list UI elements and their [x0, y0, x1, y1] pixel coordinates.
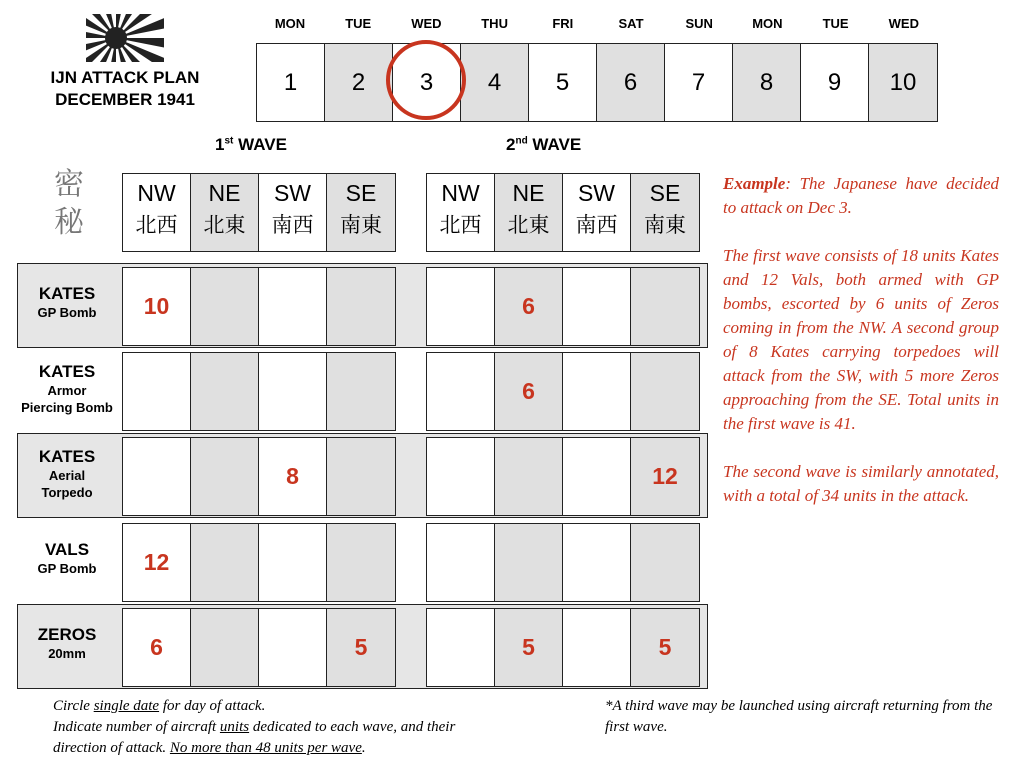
wave1-nw-units[interactable]: 6 — [123, 609, 191, 686]
direction-se — [327, 174, 395, 251]
title-line-1: IJN ATTACK PLAN — [50, 68, 200, 87]
example-lead: Example — [723, 174, 786, 193]
direction-ne — [495, 174, 563, 251]
wave2-se-units[interactable] — [631, 353, 699, 430]
direction-se — [631, 174, 699, 251]
wave1-cells — [122, 523, 396, 602]
rising-sun-flag-icon — [86, 14, 164, 62]
day-name-10: WED — [888, 16, 919, 31]
aircraft-weapon: Piercing Bomb — [21, 400, 113, 415]
instruction-line-3: direction of attack. No more than 48 units per wave. — [53, 740, 366, 756]
second-wave-label: 2nd WAVE — [506, 135, 582, 154]
direction-kanji: 南東 — [340, 213, 382, 237]
day-name-8: MON — [752, 16, 783, 31]
wave1-ne-units[interactable] — [191, 609, 259, 686]
date-cell-6[interactable]: 6 — [597, 44, 665, 121]
direction-code: SW — [273, 180, 312, 206]
wave1-se-units[interactable] — [327, 353, 395, 430]
aircraft-weapon: 20mm — [48, 646, 86, 661]
wave1-sw-units[interactable]: 8 — [259, 438, 327, 515]
date-cell-4[interactable]: 4 — [461, 44, 529, 121]
wave1-nw-units[interactable]: 12 — [123, 524, 191, 601]
aircraft-weapon: Aerial — [48, 468, 86, 483]
date-cell-3[interactable]: 3 — [393, 44, 461, 121]
wave1-sw-units[interactable] — [259, 268, 327, 345]
date-cell-9[interactable]: 9 — [801, 44, 869, 121]
aircraft-name: KATES — [38, 284, 96, 303]
aircraft-name: ZEROS — [37, 625, 97, 644]
date-cell-10[interactable]: 10 — [869, 44, 937, 121]
aircraft-weapon: Torpedo — [41, 485, 93, 500]
wave2-nw-units[interactable] — [427, 609, 495, 686]
date-cell-2[interactable]: 2 — [325, 44, 393, 121]
day-name-3: WED — [411, 16, 442, 31]
aircraft-label — [17, 447, 117, 501]
direction-code: SE — [649, 180, 681, 206]
aircraft-label — [17, 284, 117, 321]
wave2-ne-units[interactable]: 6 — [495, 268, 563, 345]
day-name-5: FRI — [552, 16, 574, 31]
direction-nw — [427, 174, 495, 251]
wave1-cells — [122, 437, 396, 516]
wave2-nw-units[interactable] — [427, 268, 495, 345]
wave2-se-units[interactable]: 12 — [631, 438, 699, 515]
date-cell-8[interactable]: 8 — [733, 44, 801, 121]
wave2-ne-units[interactable]: 5 — [495, 609, 563, 686]
instruction-line-1: Circle single date for day of attack. — [53, 698, 266, 714]
wave2-nw-units[interactable] — [427, 524, 495, 601]
aircraft-name: KATES — [38, 362, 96, 381]
wave2-ne-units[interactable] — [495, 524, 563, 601]
example-paragraph-2: The first wave consists of 18 units Kates and 12 Vals, both armed with GP bombs, escorted by 6 units of Zeros coming in from the NW. A second group of 8 Kates carrying torpedoes will attack from the SW, with 5 more Zeros approaching from the SE. Total units in the first wave is 41. — [723, 246, 999, 433]
wave2-cells — [426, 352, 700, 431]
wave2-nw-units[interactable] — [427, 438, 495, 515]
wave1-sw-units[interactable] — [259, 609, 327, 686]
aircraft-weapon: GP Bomb — [37, 305, 97, 320]
wave1-ne-units[interactable] — [191, 268, 259, 345]
wave2-sw-units[interactable] — [563, 524, 631, 601]
aircraft-label — [17, 362, 117, 416]
example-paragraph-3: The second wave is similarly annotated, with a total of 34 units in the attack. — [723, 462, 999, 505]
wave2-cells — [426, 437, 700, 516]
wave2-sw-units[interactable] — [563, 353, 631, 430]
direction-nw — [123, 174, 191, 251]
direction-code: NW — [137, 180, 176, 206]
example-lead-rest: : The Japanese have decided to attack on Dec 3. — [723, 174, 999, 217]
direction-kanji: 北西 — [135, 213, 178, 237]
wave1-sw-units[interactable] — [259, 524, 327, 601]
wave2-cells — [426, 267, 700, 346]
wave2-sw-units[interactable] — [563, 609, 631, 686]
wave1-se-units[interactable]: 5 — [327, 609, 395, 686]
wave2-se-units[interactable] — [631, 524, 699, 601]
aircraft-weapon: Armor — [47, 383, 87, 398]
direction-kanji: 北東 — [203, 213, 246, 237]
wave1-nw-units[interactable] — [123, 438, 191, 515]
instructions — [53, 696, 533, 759]
secret-stamp: 密 秘 — [54, 167, 84, 240]
day-name-2: TUE — [345, 16, 372, 31]
direction-sw — [563, 174, 631, 251]
wave1-se-units[interactable] — [327, 268, 395, 345]
title-line-2: DECEMBER 1941 — [55, 90, 195, 109]
wave2-direction-header — [426, 173, 700, 252]
direction-kanji: 南西 — [271, 213, 314, 237]
day-name-1: MON — [274, 16, 306, 31]
wave1-se-units[interactable] — [327, 524, 395, 601]
wave1-direction-header — [122, 173, 396, 252]
wave1-nw-units[interactable] — [123, 353, 191, 430]
wave1-ne-units[interactable] — [191, 524, 259, 601]
wave2-sw-units[interactable] — [563, 438, 631, 515]
wave2-nw-units[interactable] — [427, 353, 495, 430]
wave2-ne-units[interactable] — [495, 438, 563, 515]
direction-sw — [259, 174, 327, 251]
wave1-cells — [122, 608, 396, 687]
aircraft-label — [17, 625, 117, 662]
aircraft-name: VALS — [44, 540, 90, 559]
wave1-se-units[interactable] — [327, 438, 395, 515]
wave2-se-units[interactable]: 5 — [631, 609, 699, 686]
direction-code: SW — [577, 180, 616, 206]
aircraft-label — [17, 540, 117, 577]
wave2-se-units[interactable] — [631, 268, 699, 345]
direction-kanji: 北西 — [439, 213, 482, 237]
direction-code: NE — [512, 180, 545, 206]
day-name-4: THU — [481, 16, 508, 31]
direction-kanji: 南東 — [644, 213, 686, 237]
direction-code: NW — [441, 180, 480, 206]
direction-kanji: 北東 — [507, 213, 550, 237]
aircraft-name: KATES — [38, 447, 96, 466]
date-cell-7[interactable]: 7 — [665, 44, 733, 121]
day-name-9: TUE — [822, 16, 849, 31]
aircraft-weapon: GP Bomb — [37, 561, 97, 576]
wave1-sw-units[interactable] — [259, 353, 327, 430]
wave2-sw-units[interactable] — [563, 268, 631, 345]
wave1-ne-units[interactable] — [191, 353, 259, 430]
direction-ne — [191, 174, 259, 251]
wave1-cells — [122, 267, 396, 346]
wave2-cells — [426, 608, 700, 687]
day-name-7: SUN — [685, 16, 713, 31]
first-wave-label: 1st WAVE — [215, 135, 287, 154]
wave1-ne-units[interactable] — [191, 438, 259, 515]
direction-kanji: 南西 — [575, 213, 618, 237]
date-cell-5[interactable]: 5 — [529, 44, 597, 121]
day-name-6: SAT — [618, 16, 644, 31]
wave2-cells — [426, 523, 700, 602]
instruction-line-2: Indicate number of aircraft units dedicated to each wave, and their — [53, 719, 456, 735]
direction-code: SE — [345, 180, 377, 206]
direction-code: NE — [208, 180, 241, 206]
wave1-cells — [122, 352, 396, 431]
date-selector — [256, 43, 938, 122]
wave1-nw-units[interactable]: 10 — [123, 268, 191, 345]
wave2-ne-units[interactable]: 6 — [495, 353, 563, 430]
date-cell-1[interactable]: 1 — [257, 44, 325, 121]
third-wave-note: *A third wave may be launched using aircraft returning from the first wave. — [605, 698, 993, 735]
example-text — [723, 172, 999, 532]
page-title — [20, 67, 230, 111]
